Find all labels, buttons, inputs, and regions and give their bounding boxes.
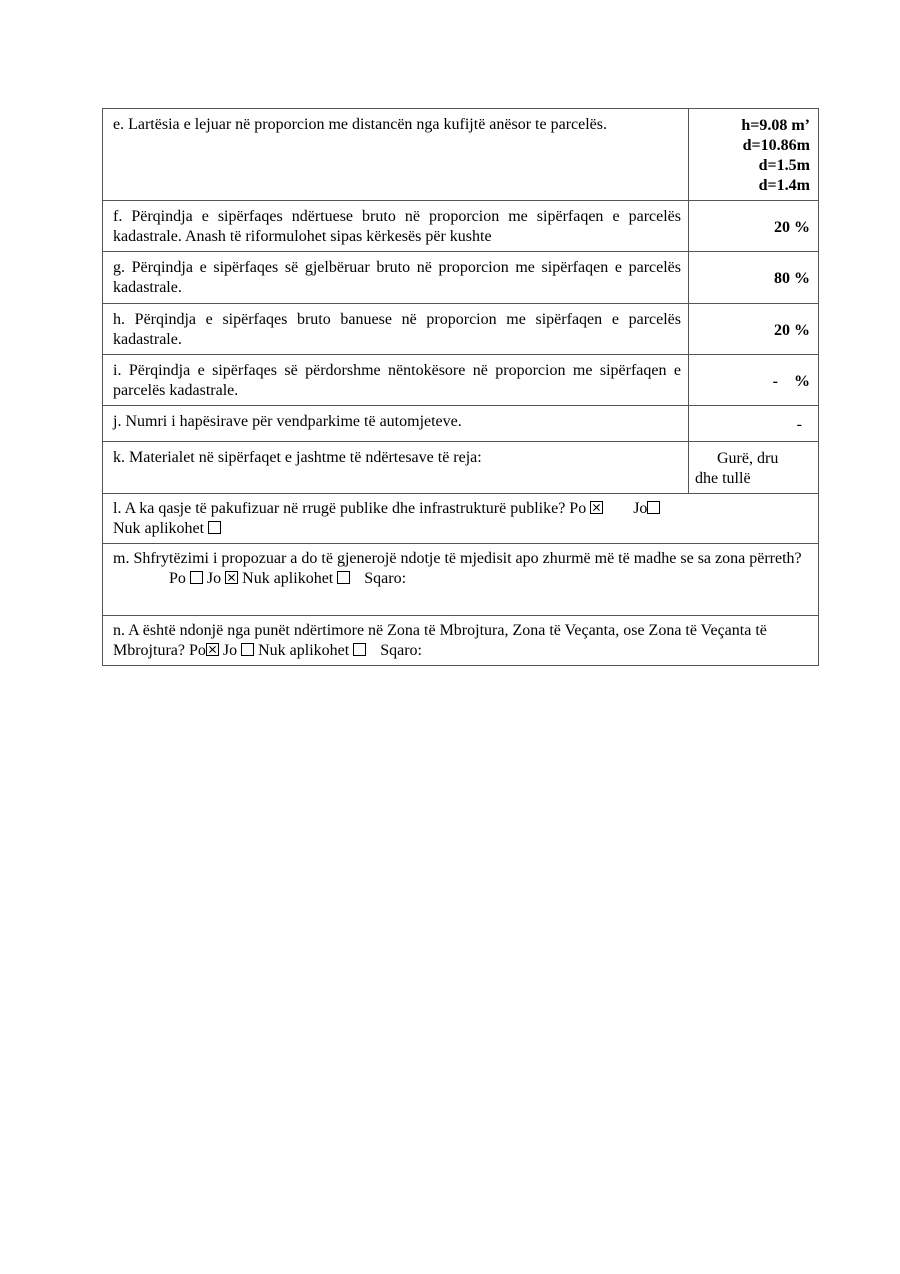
row-j [103, 406, 819, 442]
value-h: 20 % [689, 304, 819, 355]
question-l: l. A ka qasje të pakufizuar në rrugë publike dhe infrastrukturë publike? [113, 500, 566, 517]
row-f [103, 201, 819, 252]
jo-checkbox-n[interactable] [241, 643, 254, 656]
na-checkbox-m[interactable] [337, 571, 350, 584]
po-checkbox-n[interactable] [206, 643, 219, 656]
value-e [689, 109, 819, 201]
jo-label-l: Jo [633, 500, 648, 517]
na-label-m: Nuk aplikohet [242, 570, 334, 587]
row-e [103, 109, 819, 201]
po-checkbox-l[interactable] [590, 501, 603, 514]
value-g: 80 % [689, 252, 819, 304]
na-checkbox-l[interactable] [208, 521, 221, 534]
row-l [103, 494, 819, 544]
materials-line-1: Gurë, dru [717, 450, 779, 467]
sqaro-label-n: Sqaro: [380, 642, 422, 659]
urban-conditions-table [102, 108, 819, 666]
na-checkbox-n[interactable] [353, 643, 366, 656]
question-n-cell [103, 616, 819, 666]
value-j: - [689, 406, 819, 442]
jo-label-m: Jo [206, 570, 222, 587]
question-m-cell [103, 544, 819, 616]
po-label-m: Po [169, 570, 186, 587]
jo-label-n: Jo [222, 642, 238, 659]
row-n [103, 616, 819, 666]
row-m [103, 544, 819, 616]
question-l-cell [103, 494, 819, 544]
question-m: m. Shfrytëzimi i propozuar a do të gjenerojë ndotje të mjedisit apo zhurmë më të madhe se sa zona përreth? [113, 550, 802, 567]
row-i [103, 355, 819, 406]
question-f: f. Përqindja e sipërfaqes ndërtuese bruto në proporcion me sipërfaqen e parcelës kadastrale. Anash të riformulohet sipas kërkesës për kushte [103, 201, 689, 252]
value-i: - % [689, 355, 819, 406]
na-label-n: Nuk aplikohet [258, 642, 350, 659]
jo-checkbox-m[interactable] [225, 571, 238, 584]
question-i: i. Përqindja e sipërfaqes së përdorshme nëntokësore në proporcion me sipërfaqen e parcelës kadastrale. [103, 355, 689, 406]
po-label-n: Po [188, 642, 206, 659]
distance-value-3: d=1.4m [758, 177, 810, 194]
question-g: g. Përqindja e sipërfaqes së gjelbëruar bruto në proporcion me sipërfaqen e parcelës kadastrale. [103, 252, 689, 304]
na-label-l: Nuk aplikohet [113, 520, 205, 537]
question-e: e. Lartësia e lejuar në proporcion me distancën nga kufijtë anësor te parcelës. [103, 109, 689, 201]
jo-checkbox-l[interactable] [647, 501, 660, 514]
row-k [103, 442, 819, 494]
value-k [689, 442, 819, 494]
row-g [103, 252, 819, 304]
height-value: h=9.08 m’ [741, 117, 810, 134]
row-h [103, 304, 819, 355]
question-h: h. Përqindja e sipërfaqes bruto banuese në proporcion me sipërfaqen e parcelës kadastrale. [103, 304, 689, 355]
question-j: j. Numri i hapësirave për vendparkime të automjeteve. [103, 406, 689, 442]
po-label-l: Po [569, 500, 587, 517]
distance-value-2: d=1.5m [758, 157, 810, 174]
question-n: n. A është ndonjë nga punët ndërtimore në Zona të Mbrojtura, Zona të Veçanta, ose Zona të Veçanta të Mbrojtura? [113, 622, 767, 659]
distance-value-1: d=10.86m [742, 137, 810, 154]
question-k: k. Materialet në sipërfaqet e jashtme të ndërtesave të reja: [103, 442, 689, 494]
sqaro-label-m: Sqaro: [364, 570, 407, 587]
materials-line-2: dhe tullë [695, 470, 751, 487]
options-m [113, 569, 808, 589]
po-checkbox-m[interactable] [190, 571, 203, 584]
value-f: 20 % [689, 201, 819, 252]
